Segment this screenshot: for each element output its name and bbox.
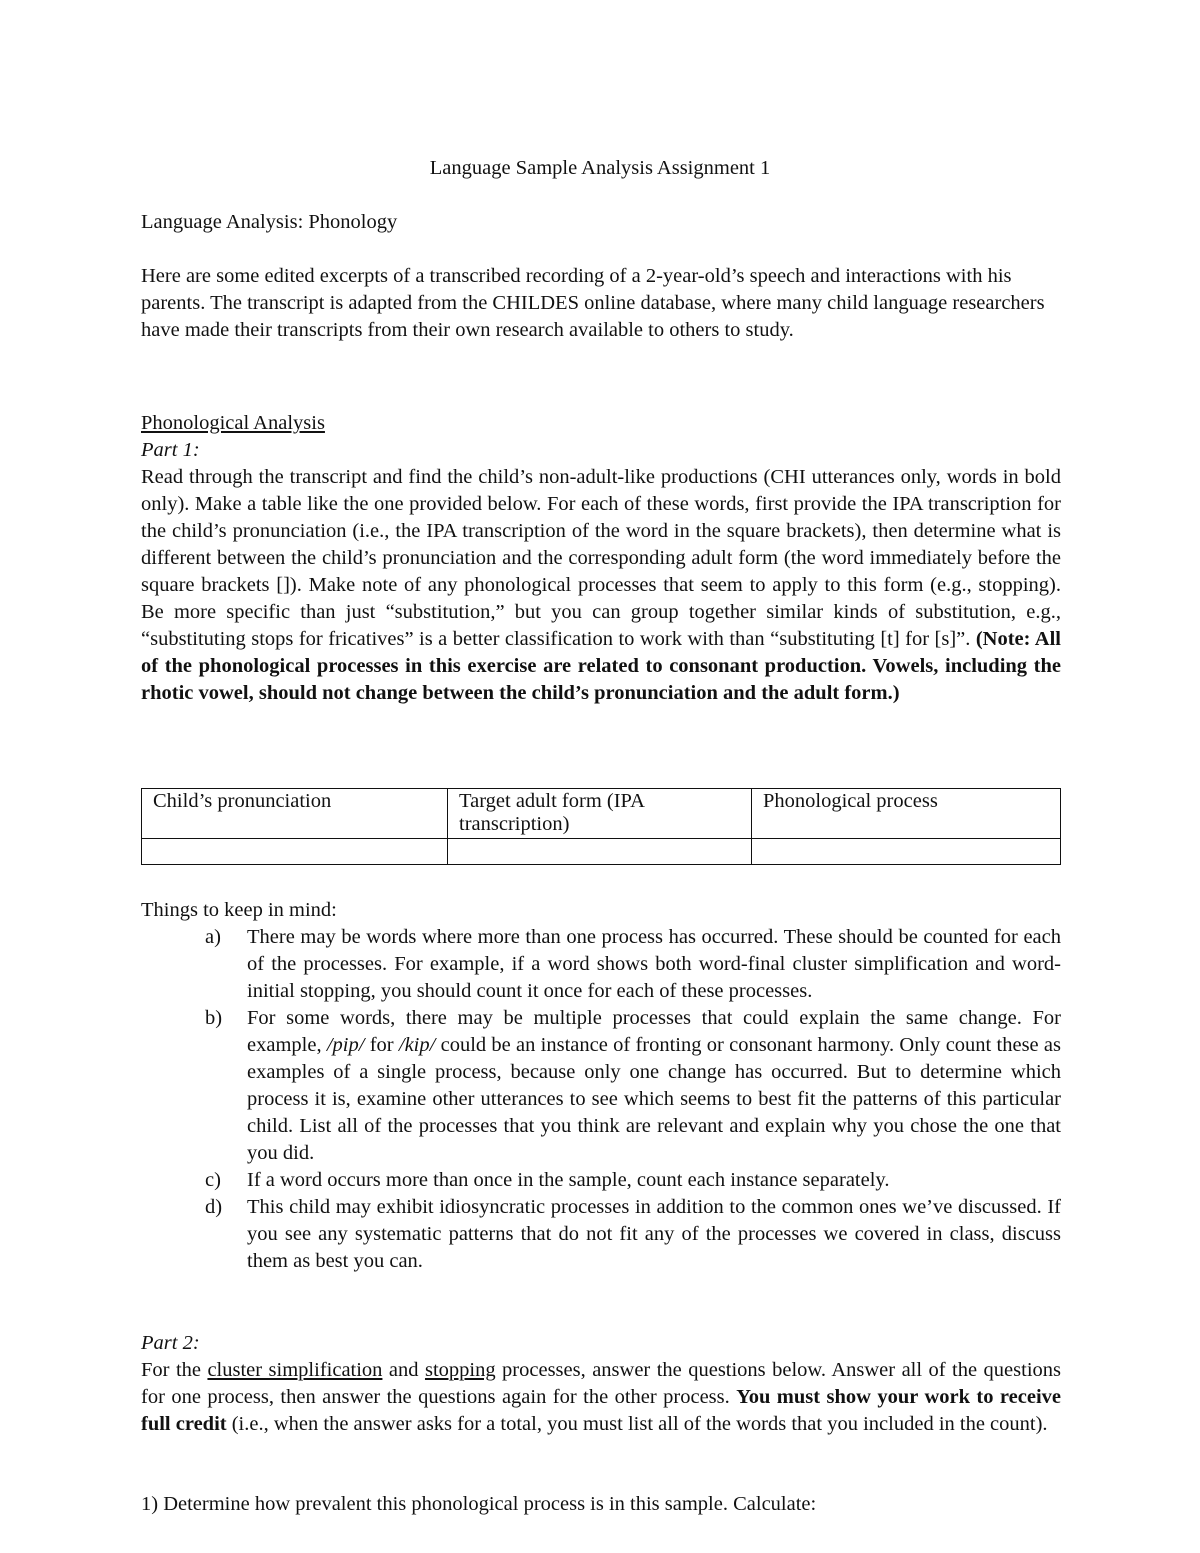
list-item-text: If a word occurs more than once in the sample, count each instance separately. bbox=[247, 1169, 890, 1191]
document-subtitle: Language Analysis: Phonology bbox=[141, 211, 398, 233]
ipa-form-pip: /pip/ bbox=[326, 1034, 365, 1056]
header-childs-pronunciation: Child’s pronunciation bbox=[142, 789, 448, 839]
intro-paragraph: Here are some edited excerpts of a transcribed recording of a 2-year-old’s speech and interactions with his parents. The transcript is adapted from the CHILDES online database, where many child language researchers have made their transcripts from their own research available to others to study. bbox=[141, 265, 1045, 341]
part2-text-segment: (i.e., when the answer asks for a total, you must list all of the words that you included in the count). bbox=[226, 1413, 1048, 1435]
list-marker: a) bbox=[205, 926, 221, 948]
show-work-emphasis: You must show your work to receive full credit bbox=[141, 1386, 1062, 1435]
list-text-segment: could be an instance of fronting or consonant harmony. Only count these as examples of a single process, because only one change has occurred. But to determine which process it is, examine other utterances to see which seems to best fit the patterns of this particular child. List all of the processes that you think are relevant and explain why you chose the one that you did. bbox=[247, 1034, 1061, 1164]
things-to-keep-heading: Things to keep in mind: bbox=[141, 899, 337, 921]
part1-note: (Note: All of the phonological processes in this exercise are related to consonant production. Vowels, including the rhotic vowel, should not change between the child’s pronunciation and the adult form.) bbox=[141, 628, 1062, 704]
list-item-text bbox=[247, 1007, 1061, 1164]
header-phonological-process: Phonological process bbox=[752, 789, 1061, 839]
analysis-table bbox=[141, 788, 1061, 865]
part2-label: Part 2: bbox=[141, 1332, 200, 1354]
part2-text-segment: and bbox=[382, 1359, 425, 1381]
part2-text-segment: For the bbox=[141, 1359, 208, 1381]
question-1: 1) Determine how prevalent this phonological process is in this sample. Calculate: bbox=[141, 1493, 817, 1515]
list-item bbox=[205, 1005, 1061, 1167]
phonological-analysis-heading: Phonological Analysis bbox=[141, 412, 325, 434]
ipa-form-kip: /kip/ bbox=[398, 1034, 436, 1056]
header-target-adult-form: Target adult form (IPA transcription) bbox=[448, 789, 752, 839]
list-marker: c) bbox=[205, 1169, 221, 1191]
part2-text-segment: processes, answer the questions below. Answer all of the questions for one process, then answer the questions again for the other process. bbox=[141, 1359, 1062, 1408]
document-title: Language Sample Analysis Assignment 1 bbox=[429, 157, 771, 179]
list-item-text: This child may exhibit idiosyncratic processes in addition to the common ones we’ve discussed. If you see any systematic patterns that do not fit any of the processes we covered in class, discuss them as best you can. bbox=[247, 1196, 1061, 1272]
stopping-term: stopping bbox=[424, 1359, 496, 1381]
list-item-text: There may be words where more than one process has occurred. These should be counted for each of the processes. For example, if a word shows both word-final cluster simplification and word-initial stopping, you should count it once for each of these processes. bbox=[247, 926, 1061, 1002]
part1-instructions: Read through the transcript and find the child’s non-adult-like productions (CHI utterances only, words in bold only). Make a table like the one provided below. For each of these words, first provide the IPA transcription for the child’s pronunciation (i.e., the IPA transcription of the word in the square brackets), then determine what is different between the child’s pronunciation and the corresponding adult form (the word immediately before the square brackets []). Make note of any phonological processes that seem to apply to this form (e.g., stopping). Be more specific than just “substitution,” but you can group together similar kinds of substitution, e.g., “substituting stops for fricatives” is a better classification to work with than “substituting [t] for [s]”. bbox=[141, 466, 1061, 650]
table-cell bbox=[752, 839, 1061, 865]
list-marker: b) bbox=[205, 1007, 223, 1029]
list-text-segment: for bbox=[364, 1034, 399, 1056]
cluster-simplification-term: cluster simplification bbox=[207, 1359, 383, 1381]
table-row bbox=[142, 839, 1061, 865]
part1-label: Part 1: bbox=[141, 439, 200, 461]
list-text-segment: For some words, there may be multiple processes that could explain the same change. For example, bbox=[247, 1007, 1061, 1056]
list-item bbox=[205, 1194, 1061, 1275]
table-cell bbox=[448, 839, 752, 865]
part2-paragraph bbox=[141, 1357, 1061, 1438]
part1-paragraph bbox=[141, 464, 1061, 707]
things-to-keep-list bbox=[205, 924, 1061, 1275]
table-header-row bbox=[142, 789, 1061, 839]
list-item bbox=[205, 924, 1061, 1005]
list-item bbox=[205, 1167, 1061, 1194]
table-cell bbox=[142, 839, 448, 865]
list-marker: d) bbox=[205, 1196, 223, 1218]
